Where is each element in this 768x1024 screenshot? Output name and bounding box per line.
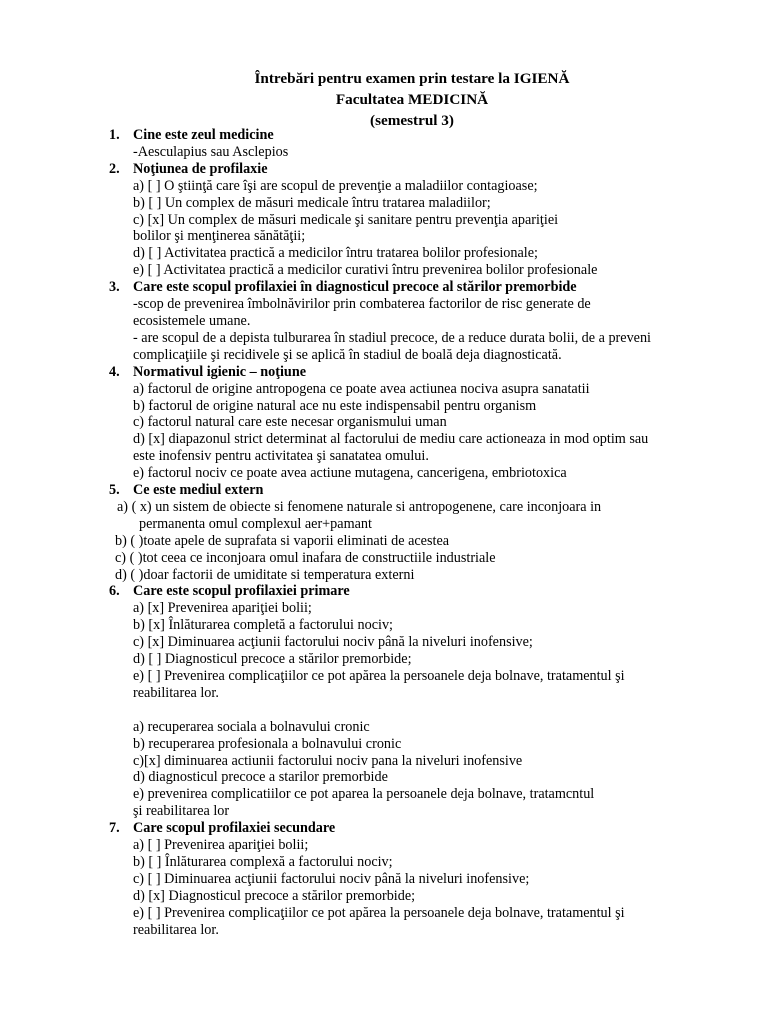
answer-option: a) ( x) un sistem de obiecte si fenomene naturale si antropogenene, care inconjoara in	[117, 498, 602, 515]
question-number: 3.	[109, 279, 120, 296]
answer-line: complicaţiile şi recidivele şi se aplică în stadiul de boală deja diagnosticată.	[133, 346, 562, 363]
question-title	[0, 161, 768, 178]
answer-option: d) ( )doar factorii de umiditate si temperatura externi	[115, 566, 415, 583]
answer-option: c) factorul natural care este necesar organismului uman	[133, 414, 447, 431]
question-number: 5.	[109, 482, 120, 499]
answer-option: e) [ ] Prevenirea complicaţiilor ce pot apărea la persoanele deja bolnave, tratamentul şi	[133, 668, 625, 684]
question-number: 1.	[109, 127, 120, 143]
question-number: 4.	[109, 363, 120, 380]
document-header	[0, 68, 768, 131]
answer-option: e) [ ] Prevenirea complicaţiilor ce pot apărea la persoanele deja bolnave, tratamentul şi	[133, 904, 625, 921]
answer-option: a) recuperarea sociala a bolnavului cronic	[133, 718, 370, 735]
answer-line: -scop de prevenirea îmbolnăvirilor prin combaterea factorilor de risc generate de	[133, 296, 591, 313]
answer-option: b) [ ] Înlăturarea complexă a factorului nociv;	[133, 853, 393, 870]
answer-option-continuation: este inofensiv pentru activitatea şi sanatatea omului.	[133, 448, 429, 465]
answer-option: c)[x] diminuarea actiunii factorului nociv pana la niveluri inofensive	[133, 752, 523, 769]
question-text: Noţiunea de profilaxie	[133, 160, 268, 177]
question-title	[0, 279, 768, 296]
answer-option: d) [x] diapazonul strict determinat al factorului de mediu care actioneaza in mod optim sau	[133, 431, 649, 448]
answer-option: c) [ ] Diminuarea acţiunii factorului nociv până la niveluri inofensive;	[133, 870, 530, 887]
blank-line	[0, 702, 768, 719]
answer-line: - are scopul de a depista tulburarea în stadiul precoce, de a reduce durata bolii, de a preveni	[133, 329, 652, 346]
answer-option: b) [x] Înlăturarea completă a factorului nociv;	[133, 617, 393, 634]
answer-option: d) diagnosticul precoce a starilor premorbide	[133, 769, 388, 786]
answer-option: c) [x] Diminuarea acţiunii factorului nociv până la niveluri inofensive;	[133, 634, 533, 651]
answer-option-continuation: şi reabilitarea lor	[133, 803, 230, 820]
answer-option-continuation: reabilitarea lor.	[133, 921, 219, 938]
answer-option: e) prevenirea complicatiilor ce pot aparea la persoanele deja bolnave, tratamcntul	[133, 786, 595, 803]
answer-option: c) ( )tot ceea ce inconjoara omul inafara de constructiile industriale	[115, 549, 496, 566]
answer-option: b) factorul de origine natural ace nu este indispensabil pentru organism	[133, 397, 537, 414]
answer-option: d) [x] Diagnosticul precoce a stărilor premorbide;	[133, 887, 416, 904]
answer-option-continuation: permanenta omul complexul aer+pamant	[139, 515, 372, 532]
answer-option: d) [ ] Diagnosticul precoce a stărilor premorbide;	[133, 651, 412, 668]
question-text: Care scopul profilaxiei secundare	[133, 820, 336, 837]
answer-option: a) factorul de origine antropogena ce poate avea actiunea nociva asupra sanatatii	[133, 380, 590, 397]
answer-option: b) recuperarea profesionala a bolnavului cronic	[133, 735, 402, 752]
answer-option-continuation: bolilor şi menţinerea sănătăţii;	[133, 228, 306, 245]
answer-option: b) [ ] Un complex de măsuri medicale întru tratarea maladiilor;	[133, 194, 491, 211]
question-number: 2.	[109, 160, 120, 177]
question-text: Cine este zeul medicine	[133, 127, 274, 143]
answer-option: a) [x] Prevenirea apariţiei bolii;	[133, 600, 312, 617]
title-line: Întrebări pentru examen prin testare la IGIENĂ	[254, 70, 570, 87]
answer-option: e) [ ] Activitatea practică a medicilor curativi întru prevenirea bolilor profesionale	[133, 262, 598, 279]
answer-option: d) [ ] Activitatea practică a medicilor întru tratarea bolilor profesionale;	[133, 245, 538, 262]
question-title	[0, 820, 768, 837]
semester-line: (semestrul 3)	[370, 112, 454, 129]
answer-line: -Aesculapius sau Asclepios	[133, 143, 289, 160]
question-text: Ce este mediul extern	[133, 482, 264, 499]
answer-option: a) [ ] Prevenirea apariţiei bolii;	[133, 837, 309, 854]
questions-list	[0, 127, 768, 938]
question-text: Care este scopul profilaxiei în diagnosticul precoce al stărilor premorbide	[133, 279, 577, 296]
answer-option: a) [ ] O ştiinţă care îşi are scopul de prevenţie a maladiilor contagioase;	[133, 177, 538, 194]
answer-line: ecosistemele umane.	[133, 312, 251, 329]
question-number: 7.	[109, 820, 120, 837]
answer-option: b) ( )toate apele de suprafata si vaporii eliminati de acestea	[115, 532, 450, 549]
question-text: Normativul igienic – noţiune	[133, 363, 307, 380]
question-number: 6.	[109, 583, 120, 600]
question-title	[0, 364, 768, 381]
answer-option: e) factorul nociv ce poate avea actiune mutagena, cancerigena, embriotoxica	[133, 465, 567, 482]
question-text: Care este scopul profilaxiei primare	[133, 583, 350, 600]
faculty-line: Facultatea MEDICINĂ	[335, 91, 489, 108]
answer-option-continuation: reabilitarea lor.	[133, 684, 219, 701]
question-title	[0, 127, 768, 144]
answer-option: c) [x] Un complex de măsuri medicale şi sanitare pentru prevenţia apariţiei	[133, 211, 559, 228]
question-title	[0, 583, 768, 600]
question-title	[0, 482, 768, 499]
